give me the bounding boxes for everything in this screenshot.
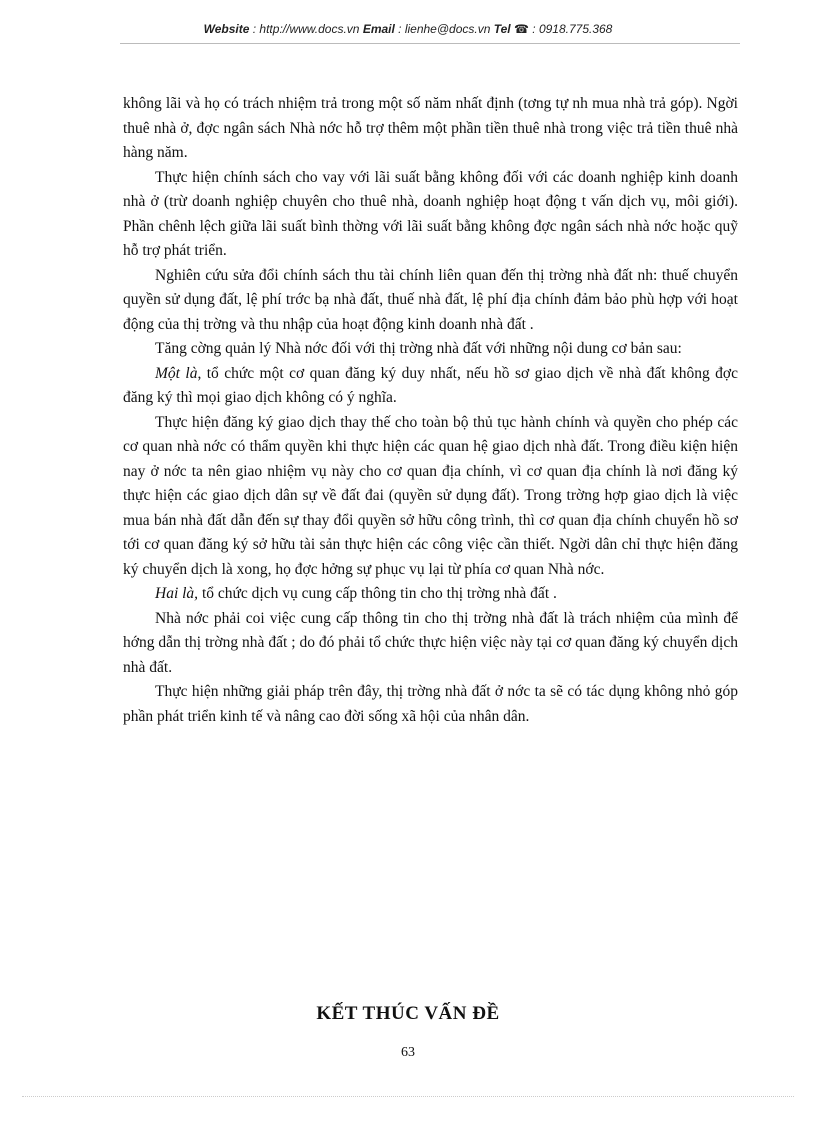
paragraph-information: Nhà nớc phải coi việc cung cấp thông tin cho thị trờng nhà đất là trách nhiệm của mình để hớng dẫn thị trờng nhà đất ; do đó phải tổ chức thực hiện việc này tại cơ quan đăng ký chuyển dịch nhà đất. xyxy=(123,609,738,676)
paragraph-loan-policy: Thực hiện chính sách cho vay với lãi suất bằng không đối với các doanh nghiệp kinh doanh nhà ở (trừ doanh nghiệp chuyên cho thuê nhà, doanh nghiệp hoạt động t vấn dịch vụ, môi giới). Phần chênh lệch giữa lãi suất bình thờng với lãi suất bằng không đợc ngân sách nhà nớc hoặc quỹ hỗ trợ phát triển. xyxy=(123,168,738,259)
tel-label: Tel xyxy=(493,22,511,36)
paragraph-registration: Thực hiện đăng ký giao dịch thay thế cho toàn bộ thủ tục hành chính và quyền cho phép các cơ quan nhà nớc có thẩm quyền khi thực hiện các quan hệ giao dịch nhà đất. Trong điều kiện hiện nay ở nớc ta nên giao nhiệm vụ này cho cơ quan địa chính, vì cơ quan địa chính là nơi đăng ký thực hiện các giao dịch dân sự về đất đai (quyền sử dụng đất). Trong trờng hợp giao dịch là việc mua bán nhà đất dẫn đến sự thay đổi quyền sở hữu công trình, thì cơ quan địa chính chuyển hồ sơ tới cơ quan đăng ký sở hữu tài sản thực hiện các công việc cần thiết. Ngời dân chỉ thực hiện đăng ký chuyển dịch là xong, họ đợc hởng sự phục vụ lại từ phía cơ quan Nhà nớc. xyxy=(123,413,738,578)
item-two-text: tổ chức dịch vụ cung cấp thông tin cho thị trờng nhà đất . xyxy=(198,585,557,602)
header-divider xyxy=(120,43,740,44)
website-url[interactable]: : http://www.docs.vn xyxy=(249,22,363,36)
website-label: Website xyxy=(203,22,250,36)
tel-number: : 0918.775.368 xyxy=(528,22,613,36)
item-two-lead: Hai là, xyxy=(155,585,199,602)
paragraph-conclusion: Thực hiện những giải pháp trên đây, thị trờng nhà đất ở nớc ta sẽ có tác dụng không nhỏ góp phần phát triển kinh tế và nâng cao đời sống xã hội của nhân dân. xyxy=(123,683,738,725)
page-header xyxy=(0,22,816,36)
paragraph-item-one xyxy=(123,362,738,411)
paragraph-tax-policy: Nghiên cứu sửa đổi chính sách thu tài chính liên quan đến thị trờng nhà đất nh: thuế chuyển quyền sử dụng đất, lệ phí trớc bạ nhà đất, thuế nhà đất, lệ phí địa chính đảm bảo phù hợp với hoạt động của thị trờng và thu nhập của hoạt động kinh doanh nhà đất . xyxy=(123,266,738,333)
phone-icon: ☎ xyxy=(513,22,529,36)
ending-title: KẾT THÚC VẤN ĐỀ xyxy=(316,1003,500,1024)
paragraph-continuation: không lãi và họ có trách nhiệm trả trong một số năm nhất định (tơng tự nh mua nhà trả góp). Ngời thuê nhà ở, đợc ngân sách Nhà nớc hỗ trợ thêm một phần tiền thuê nhà trong việc trả tiền thuê nhà hàng năm. xyxy=(123,95,738,161)
footer-divider xyxy=(22,1096,794,1097)
email-label: Email xyxy=(362,22,395,36)
document-body xyxy=(123,92,738,729)
email-address[interactable]: : lienhe@docs.vn xyxy=(394,22,494,36)
paragraph-management: Tăng cờng quản lý Nhà nớc đối với thị trờng nhà đất với những nội dung cơ bản sau: xyxy=(155,340,682,357)
page-number: 63 xyxy=(401,1045,415,1060)
paragraph-item-two xyxy=(123,582,738,607)
item-one-lead: Một là xyxy=(155,364,198,382)
item-one-text: , tổ chức một cơ quan đăng ký duy nhất, nếu hồ sơ giao dịch về nhà đất không đợc đăng ký thì mọi giao dịch không có ý nghĩa. xyxy=(123,364,738,406)
